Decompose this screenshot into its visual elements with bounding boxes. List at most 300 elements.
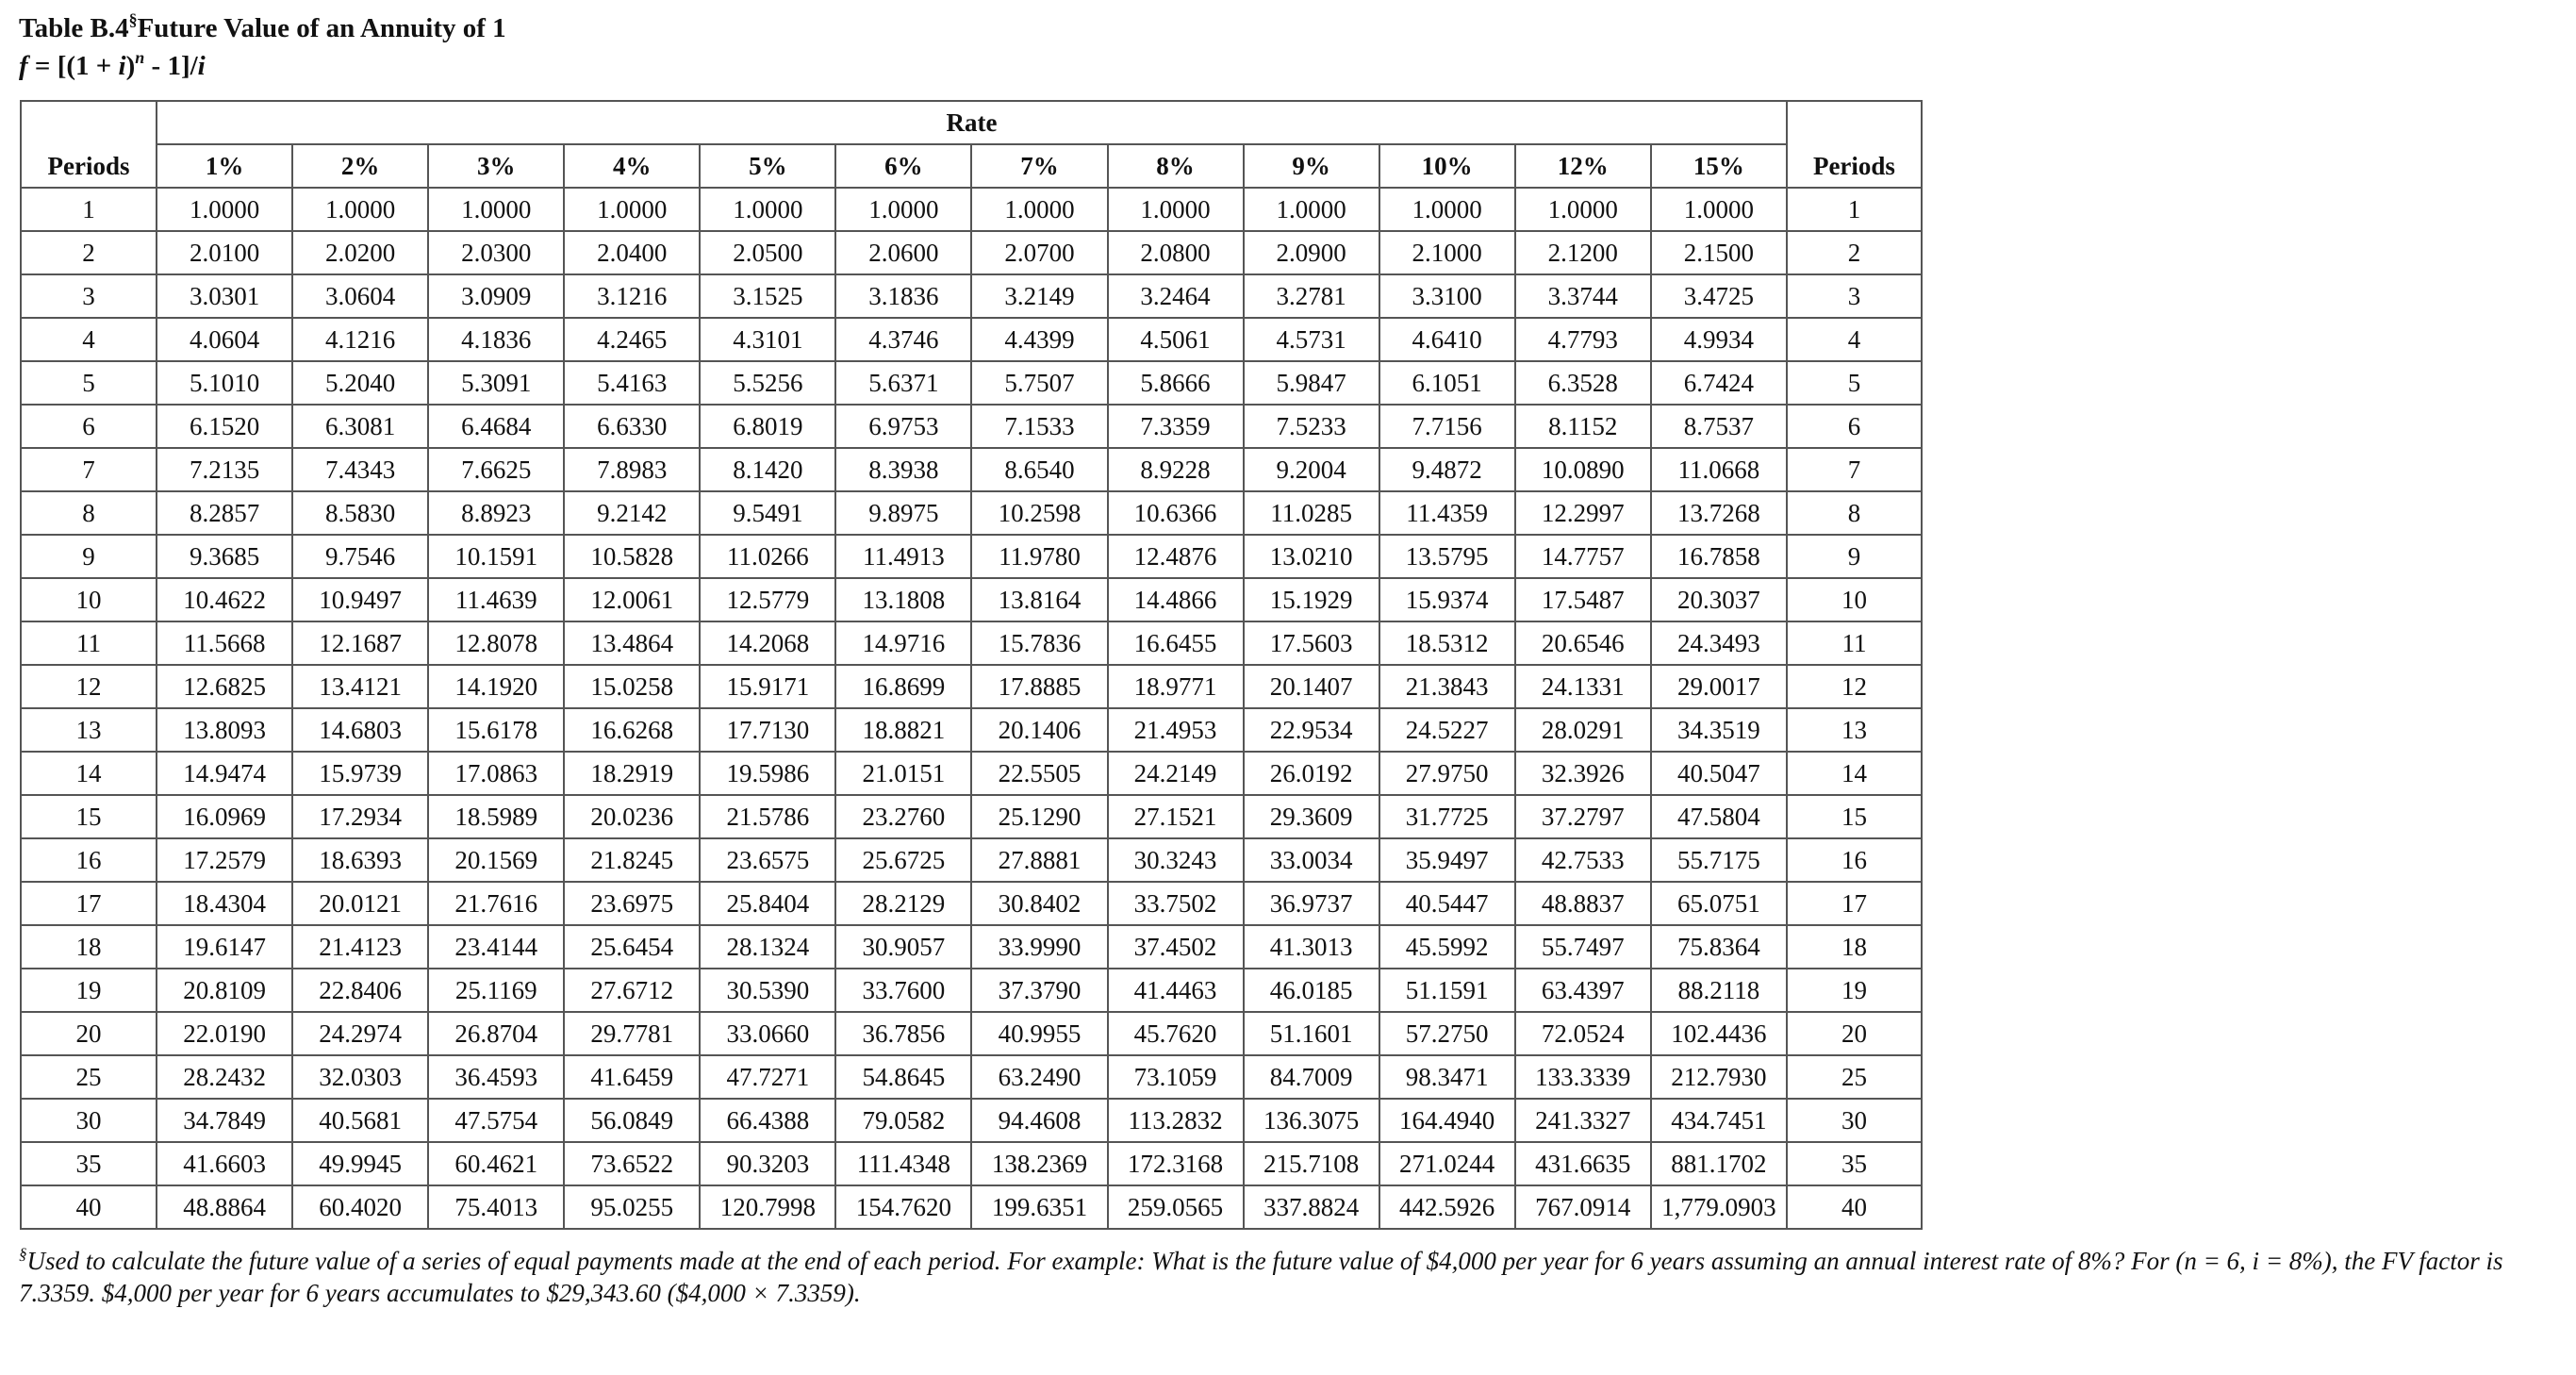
period-cell: 9	[21, 535, 157, 578]
factor-cell: 37.3790	[971, 969, 1107, 1012]
factor-cell: 32.0303	[292, 1055, 428, 1099]
factor-cell: 3.0604	[292, 274, 428, 318]
factor-cell: 3.2464	[1108, 274, 1244, 318]
factor-cell: 2.0900	[1244, 231, 1379, 274]
factor-cell: 3.3100	[1379, 274, 1515, 318]
factor-cell: 3.2149	[971, 274, 1107, 318]
factor-cell: 133.3339	[1515, 1055, 1651, 1099]
factor-cell: 36.9737	[1244, 882, 1379, 925]
factor-cell: 20.1569	[428, 838, 564, 882]
factor-cell: 9.4872	[1379, 448, 1515, 491]
factor-cell: 11.0285	[1244, 491, 1379, 535]
factor-cell: 6.1520	[157, 405, 292, 448]
factor-cell: 23.4144	[428, 925, 564, 969]
period-cell-right: 20	[1787, 1012, 1922, 1055]
footnote-marker: §	[19, 1245, 27, 1263]
table-row	[21, 491, 1922, 535]
period-cell-right: 18	[1787, 925, 1922, 969]
factor-cell: 20.3037	[1651, 578, 1787, 621]
factor-cell: 15.9739	[292, 752, 428, 795]
rate-header-row	[21, 101, 1922, 144]
factor-cell: 1.0000	[292, 188, 428, 231]
formula	[19, 47, 506, 85]
factor-cell: 16.0969	[157, 795, 292, 838]
factor-cell: 28.0291	[1515, 708, 1651, 752]
factor-cell: 18.6393	[292, 838, 428, 882]
formula-i-divisor: i	[197, 51, 206, 81]
factor-cell: 1,779.0903	[1651, 1185, 1787, 1229]
factor-cell: 54.8645	[835, 1055, 971, 1099]
period-cell: 14	[21, 752, 157, 795]
factor-cell: 31.7725	[1379, 795, 1515, 838]
period-cell-right: 5	[1787, 361, 1922, 405]
period-cell: 19	[21, 969, 157, 1012]
factor-cell: 23.6575	[700, 838, 835, 882]
factor-cell: 79.0582	[835, 1099, 971, 1142]
period-cell: 40	[21, 1185, 157, 1229]
factor-cell: 72.0524	[1515, 1012, 1651, 1055]
factor-cell: 8.2857	[157, 491, 292, 535]
factor-cell: 22.0190	[157, 1012, 292, 1055]
factor-cell: 48.8837	[1515, 882, 1651, 925]
factor-cell: 29.0017	[1651, 665, 1787, 708]
factor-cell: 18.5312	[1379, 621, 1515, 665]
factor-cell: 12.4876	[1108, 535, 1244, 578]
period-cell-right: 11	[1787, 621, 1922, 665]
factor-cell: 1.0000	[1515, 188, 1651, 231]
factor-cell: 11.5668	[157, 621, 292, 665]
factor-cell: 25.6725	[835, 838, 971, 882]
factor-cell: 15.9171	[700, 665, 835, 708]
factor-cell: 13.8093	[157, 708, 292, 752]
factor-cell: 4.5061	[1108, 318, 1244, 361]
factor-cell: 30.5390	[700, 969, 835, 1012]
factor-cell: 18.8821	[835, 708, 971, 752]
factor-cell: 7.4343	[292, 448, 428, 491]
factor-cell: 111.4348	[835, 1142, 971, 1185]
factor-cell: 13.4864	[564, 621, 700, 665]
factor-cell: 136.3075	[1244, 1099, 1379, 1142]
table-row	[21, 535, 1922, 578]
factor-cell: 9.2004	[1244, 448, 1379, 491]
factor-cell: 12.5779	[700, 578, 835, 621]
table-row	[21, 665, 1922, 708]
factor-cell: 14.4866	[1108, 578, 1244, 621]
factor-cell: 21.5786	[700, 795, 835, 838]
factor-cell: 164.4940	[1379, 1099, 1515, 1142]
factor-cell: 27.6712	[564, 969, 700, 1012]
future-value-table	[20, 100, 1923, 1230]
factor-cell: 19.6147	[157, 925, 292, 969]
formula-minus: - 1]/	[144, 51, 198, 81]
factor-cell: 154.7620	[835, 1185, 971, 1229]
factor-cell: 24.1331	[1515, 665, 1651, 708]
factor-cell: 9.7546	[292, 535, 428, 578]
factor-cell: 12.6825	[157, 665, 292, 708]
period-cell: 2	[21, 231, 157, 274]
period-cell-right: 17	[1787, 882, 1922, 925]
period-cell-right: 30	[1787, 1099, 1922, 1142]
table-row	[21, 752, 1922, 795]
factor-cell: 29.3609	[1244, 795, 1379, 838]
factor-cell: 1.0000	[1379, 188, 1515, 231]
factor-cell: 1.0000	[1651, 188, 1787, 231]
factor-cell: 17.7130	[700, 708, 835, 752]
factor-cell: 5.7507	[971, 361, 1107, 405]
factor-cell: 2.0600	[835, 231, 971, 274]
factor-cell: 36.4593	[428, 1055, 564, 1099]
factor-cell: 45.5992	[1379, 925, 1515, 969]
table-label: Table B.4	[19, 13, 129, 43]
factor-cell: 63.2490	[971, 1055, 1107, 1099]
formula-i-rate: i	[118, 51, 126, 81]
factor-cell: 73.1059	[1108, 1055, 1244, 1099]
factor-cell: 8.3938	[835, 448, 971, 491]
factor-cell: 1.0000	[700, 188, 835, 231]
factor-cell: 1.0000	[564, 188, 700, 231]
rate-column-header: 3%	[428, 144, 564, 188]
period-cell-right: 8	[1787, 491, 1922, 535]
factor-cell: 33.9990	[971, 925, 1107, 969]
factor-cell: 17.5603	[1244, 621, 1379, 665]
factor-cell: 42.7533	[1515, 838, 1651, 882]
table-row	[21, 188, 1922, 231]
factor-cell: 40.9955	[971, 1012, 1107, 1055]
period-cell-right: 10	[1787, 578, 1922, 621]
factor-cell: 33.7600	[835, 969, 971, 1012]
factor-cell: 2.0200	[292, 231, 428, 274]
factor-cell: 26.0192	[1244, 752, 1379, 795]
factor-cell: 10.5828	[564, 535, 700, 578]
factor-cell: 47.7271	[700, 1055, 835, 1099]
table-body	[21, 188, 1922, 1229]
factor-cell: 13.4121	[292, 665, 428, 708]
formula-close-paren: )	[125, 51, 136, 81]
factor-cell: 15.6178	[428, 708, 564, 752]
factor-cell: 22.9534	[1244, 708, 1379, 752]
factor-cell: 21.7616	[428, 882, 564, 925]
factor-cell: 46.0185	[1244, 969, 1379, 1012]
period-cell-right: 9	[1787, 535, 1922, 578]
factor-cell: 21.8245	[564, 838, 700, 882]
factor-cell: 65.0751	[1651, 882, 1787, 925]
factor-cell: 5.9847	[1244, 361, 1379, 405]
table-row	[21, 318, 1922, 361]
table-name: Future Value of an Annuity of 1	[137, 13, 506, 43]
factor-cell: 11.0266	[700, 535, 835, 578]
period-cell-right: 12	[1787, 665, 1922, 708]
factor-cell: 17.8885	[971, 665, 1107, 708]
factor-cell: 55.7175	[1651, 838, 1787, 882]
factor-cell: 5.5256	[700, 361, 835, 405]
factor-cell: 27.8881	[971, 838, 1107, 882]
period-cell-right: 25	[1787, 1055, 1922, 1099]
factor-cell: 4.5731	[1244, 318, 1379, 361]
table-row	[21, 405, 1922, 448]
period-cell-right: 15	[1787, 795, 1922, 838]
factor-cell: 1.0000	[835, 188, 971, 231]
factor-cell: 24.3493	[1651, 621, 1787, 665]
rate-column-header: 12%	[1515, 144, 1651, 188]
period-cell: 7	[21, 448, 157, 491]
factor-cell: 2.1200	[1515, 231, 1651, 274]
factor-cell: 5.1010	[157, 361, 292, 405]
factor-cell: 51.1601	[1244, 1012, 1379, 1055]
rate-column-header: 2%	[292, 144, 428, 188]
period-cell: 6	[21, 405, 157, 448]
factor-cell: 1.0000	[1108, 188, 1244, 231]
factor-cell: 41.4463	[1108, 969, 1244, 1012]
factor-cell: 14.7757	[1515, 535, 1651, 578]
factor-cell: 26.8704	[428, 1012, 564, 1055]
table-row	[21, 795, 1922, 838]
period-cell: 25	[21, 1055, 157, 1099]
factor-cell: 8.9228	[1108, 448, 1244, 491]
factor-cell: 84.7009	[1244, 1055, 1379, 1099]
rate-column-header: 10%	[1379, 144, 1515, 188]
factor-cell: 8.5830	[292, 491, 428, 535]
factor-cell: 28.2129	[835, 882, 971, 925]
table-row	[21, 578, 1922, 621]
factor-cell: 8.7537	[1651, 405, 1787, 448]
factor-cell: 11.4359	[1379, 491, 1515, 535]
factor-cell: 5.3091	[428, 361, 564, 405]
factor-cell: 15.7836	[971, 621, 1107, 665]
factor-cell: 4.6410	[1379, 318, 1515, 361]
factor-cell: 9.5491	[700, 491, 835, 535]
factor-cell: 14.9474	[157, 752, 292, 795]
factor-cell: 37.4502	[1108, 925, 1244, 969]
factor-cell: 34.7849	[157, 1099, 292, 1142]
factor-cell: 241.3327	[1515, 1099, 1651, 1142]
factor-cell: 3.0909	[428, 274, 564, 318]
factor-cell: 40.5681	[292, 1099, 428, 1142]
factor-cell: 49.9945	[292, 1142, 428, 1185]
factor-cell: 15.9374	[1379, 578, 1515, 621]
factor-cell: 23.2760	[835, 795, 971, 838]
factor-cell: 3.0301	[157, 274, 292, 318]
factor-cell: 10.6366	[1108, 491, 1244, 535]
factor-cell: 33.7502	[1108, 882, 1244, 925]
period-cell-right: 35	[1787, 1142, 1922, 1185]
period-cell-right: 19	[1787, 969, 1922, 1012]
factor-cell: 8.8923	[428, 491, 564, 535]
factor-cell: 337.8824	[1244, 1185, 1379, 1229]
factor-cell: 12.2997	[1515, 491, 1651, 535]
factor-cell: 94.4608	[971, 1099, 1107, 1142]
factor-cell: 17.2934	[292, 795, 428, 838]
factor-cell: 45.7620	[1108, 1012, 1244, 1055]
factor-cell: 25.8404	[700, 882, 835, 925]
factor-cell: 20.1407	[1244, 665, 1379, 708]
table-row	[21, 1099, 1922, 1142]
factor-cell: 20.6546	[1515, 621, 1651, 665]
periods-header: Periods	[21, 144, 157, 188]
factor-cell: 27.9750	[1379, 752, 1515, 795]
rate-column-header: 15%	[1651, 144, 1787, 188]
factor-cell: 2.0800	[1108, 231, 1244, 274]
factor-cell: 32.3926	[1515, 752, 1651, 795]
table-row	[21, 231, 1922, 274]
factor-cell: 881.1702	[1651, 1142, 1787, 1185]
factor-cell: 6.8019	[700, 405, 835, 448]
factor-cell: 7.5233	[1244, 405, 1379, 448]
table-row	[21, 274, 1922, 318]
factor-cell: 5.4163	[564, 361, 700, 405]
factor-cell: 88.2118	[1651, 969, 1787, 1012]
factor-cell: 5.6371	[835, 361, 971, 405]
factor-cell: 4.2465	[564, 318, 700, 361]
factor-cell: 1.0000	[428, 188, 564, 231]
factor-cell: 2.1000	[1379, 231, 1515, 274]
factor-cell: 37.2797	[1515, 795, 1651, 838]
factor-cell: 16.7858	[1651, 535, 1787, 578]
period-cell-right: 1	[1787, 188, 1922, 231]
rate-column-header: 4%	[564, 144, 700, 188]
factor-cell: 3.3744	[1515, 274, 1651, 318]
factor-cell: 21.4123	[292, 925, 428, 969]
period-cell: 10	[21, 578, 157, 621]
factor-cell: 8.1152	[1515, 405, 1651, 448]
factor-cell: 60.4020	[292, 1185, 428, 1229]
factor-cell: 767.0914	[1515, 1185, 1651, 1229]
period-cell: 30	[21, 1099, 157, 1142]
factor-cell: 22.8406	[292, 969, 428, 1012]
factor-cell: 6.7424	[1651, 361, 1787, 405]
factor-cell: 6.6330	[564, 405, 700, 448]
factor-cell: 17.2579	[157, 838, 292, 882]
formula-exponent-n: n	[135, 48, 145, 67]
factor-cell: 25.1290	[971, 795, 1107, 838]
factor-cell: 11.4913	[835, 535, 971, 578]
table-row	[21, 838, 1922, 882]
factor-cell: 2.0300	[428, 231, 564, 274]
factor-cell: 3.1836	[835, 274, 971, 318]
factor-cell: 11.9780	[971, 535, 1107, 578]
factor-cell: 60.4621	[428, 1142, 564, 1185]
factor-cell: 6.4684	[428, 405, 564, 448]
column-header-row	[21, 144, 1922, 188]
factor-cell: 271.0244	[1379, 1142, 1515, 1185]
factor-cell: 215.7108	[1244, 1142, 1379, 1185]
factor-cell: 20.0236	[564, 795, 700, 838]
factor-cell: 24.2974	[292, 1012, 428, 1055]
factor-cell: 24.2149	[1108, 752, 1244, 795]
factor-cell: 66.4388	[700, 1099, 835, 1142]
period-cell-right: 40	[1787, 1185, 1922, 1229]
factor-cell: 11.0668	[1651, 448, 1787, 491]
period-cell-right: 3	[1787, 274, 1922, 318]
factor-cell: 28.2432	[157, 1055, 292, 1099]
table-row	[21, 1185, 1922, 1229]
period-cell-right: 16	[1787, 838, 1922, 882]
rate-header: Rate	[157, 101, 1787, 144]
factor-cell: 57.2750	[1379, 1012, 1515, 1055]
factor-cell: 16.6455	[1108, 621, 1244, 665]
factor-cell: 9.3685	[157, 535, 292, 578]
factor-cell: 4.1836	[428, 318, 564, 361]
rate-column-header: 8%	[1108, 144, 1244, 188]
factor-cell: 11.4639	[428, 578, 564, 621]
factor-cell: 35.9497	[1379, 838, 1515, 882]
factor-cell: 10.1591	[428, 535, 564, 578]
period-cell: 3	[21, 274, 157, 318]
factor-cell: 25.6454	[564, 925, 700, 969]
factor-cell: 3.1216	[564, 274, 700, 318]
factor-cell: 10.2598	[971, 491, 1107, 535]
factor-cell: 41.6603	[157, 1142, 292, 1185]
period-cell: 20	[21, 1012, 157, 1055]
period-cell-right: 2	[1787, 231, 1922, 274]
factor-cell: 102.4436	[1651, 1012, 1787, 1055]
factor-cell: 47.5804	[1651, 795, 1787, 838]
factor-cell: 20.8109	[157, 969, 292, 1012]
rate-column-header: 7%	[971, 144, 1107, 188]
factor-cell: 212.7930	[1651, 1055, 1787, 1099]
factor-cell: 18.5989	[428, 795, 564, 838]
factor-cell: 20.0121	[292, 882, 428, 925]
table-title	[19, 9, 506, 47]
factor-cell: 30.9057	[835, 925, 971, 969]
factor-cell: 47.5754	[428, 1099, 564, 1142]
factor-cell: 13.5795	[1379, 535, 1515, 578]
table-row	[21, 925, 1922, 969]
factor-cell: 7.1533	[971, 405, 1107, 448]
factor-cell: 33.0660	[700, 1012, 835, 1055]
factor-cell: 21.4953	[1108, 708, 1244, 752]
factor-cell: 1.0000	[1244, 188, 1379, 231]
factor-cell: 98.3471	[1379, 1055, 1515, 1099]
table-row	[21, 448, 1922, 491]
factor-cell: 21.3843	[1379, 665, 1515, 708]
factor-cell: 113.2832	[1108, 1099, 1244, 1142]
factor-cell: 48.8864	[157, 1185, 292, 1229]
factor-cell: 19.5986	[700, 752, 835, 795]
factor-cell: 8.1420	[700, 448, 835, 491]
factor-cell: 14.1920	[428, 665, 564, 708]
factor-cell: 63.4397	[1515, 969, 1651, 1012]
period-cell: 16	[21, 838, 157, 882]
factor-cell: 9.2142	[564, 491, 700, 535]
factor-cell: 16.8699	[835, 665, 971, 708]
factor-cell: 6.3081	[292, 405, 428, 448]
period-cell-right: 4	[1787, 318, 1922, 361]
factor-cell: 259.0565	[1108, 1185, 1244, 1229]
title-footnote-marker: §	[128, 10, 138, 29]
factor-cell: 51.1591	[1379, 969, 1515, 1012]
factor-cell: 9.8975	[835, 491, 971, 535]
table-row	[21, 361, 1922, 405]
factor-cell: 4.9934	[1651, 318, 1787, 361]
period-cell: 12	[21, 665, 157, 708]
period-cell: 11	[21, 621, 157, 665]
factor-cell: 7.7156	[1379, 405, 1515, 448]
factor-cell: 28.1324	[700, 925, 835, 969]
factor-cell: 22.5505	[971, 752, 1107, 795]
rate-column-header: 6%	[835, 144, 971, 188]
formula-f: f	[19, 51, 28, 81]
factor-cell: 33.0034	[1244, 838, 1379, 882]
period-cell-right: 6	[1787, 405, 1922, 448]
factor-cell: 34.3519	[1651, 708, 1787, 752]
factor-cell: 1.0000	[971, 188, 1107, 231]
period-cell: 4	[21, 318, 157, 361]
factor-cell: 7.6625	[428, 448, 564, 491]
period-cell: 5	[21, 361, 157, 405]
footnote	[19, 1245, 2565, 1309]
factor-cell: 25.1169	[428, 969, 564, 1012]
factor-cell: 2.1500	[1651, 231, 1787, 274]
